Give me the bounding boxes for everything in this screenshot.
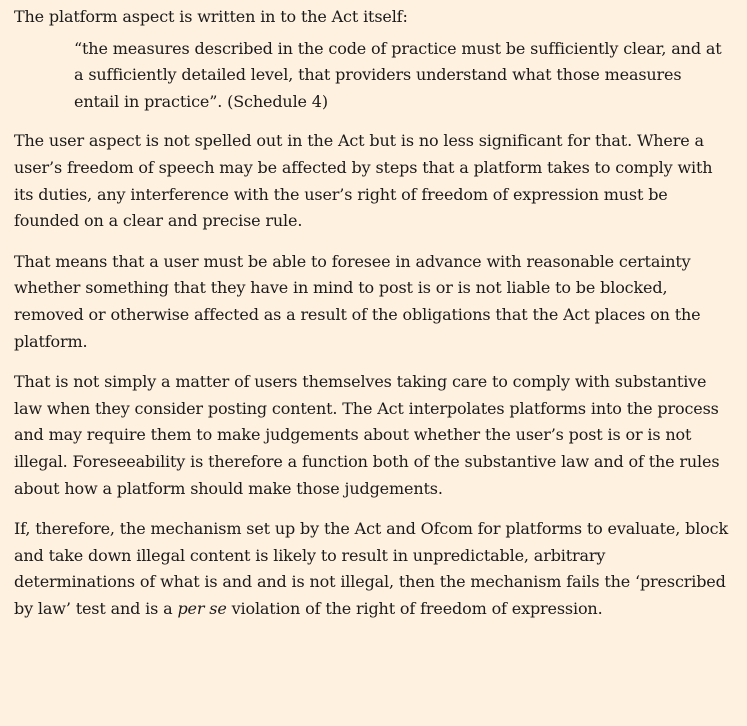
paragraph-foreseeability: That means that a user must be able to foresee in advance with reasonable certainty whether something that they have in mind to post is or is not liable to be blocked, removed or otherwise affected as a result of the obligations that the Act places on the platform. — [14, 251, 701, 351]
paragraph-conclusion — [14, 516, 729, 622]
schedule-quote: “the measures described in the code of practice must be sufficiently clear, and at a sufficiently detailed level, that providers understand what those measures entail in practice”. (Schedule 4) — [74, 38, 722, 111]
conclusion-text-end: violation of the right of freedom of expression. — [226, 598, 603, 618]
paragraph-user-aspect: The user aspect is not spelled out in the Act but is no less significant for that. Where a user’s freedom of speech may be affected by steps that a platform takes to comply with its duties, any interference with the user’s right of freedom of expression must be founded on a clear and precise rule. — [14, 131, 713, 231]
paragraph-substantive-law: That is not simply a matter of users themselves taking care to comply with substantive law when they consider posting content. The Act interpolates platforms into the process and may require them to make judgements about whether the user’s post is or is not illegal. Foreseeability is therefore a function both of the substantive law and of the rules about how a platform should make those judgements. — [14, 372, 720, 498]
conclusion-text-start: If, therefore, the mechanism set up by the Act and Ofcom for platforms to evaluate, block and take down illegal content is likely to result in unpredictable, arbitrary determinations of what is and and is not illegal, then the mechanism fails the ‘prescribed by law’ test and is a — [14, 519, 729, 618]
intro-paragraph: The platform aspect is written in to the Act itself: — [14, 7, 408, 26]
conclusion-emphasis: per se — [177, 598, 227, 618]
